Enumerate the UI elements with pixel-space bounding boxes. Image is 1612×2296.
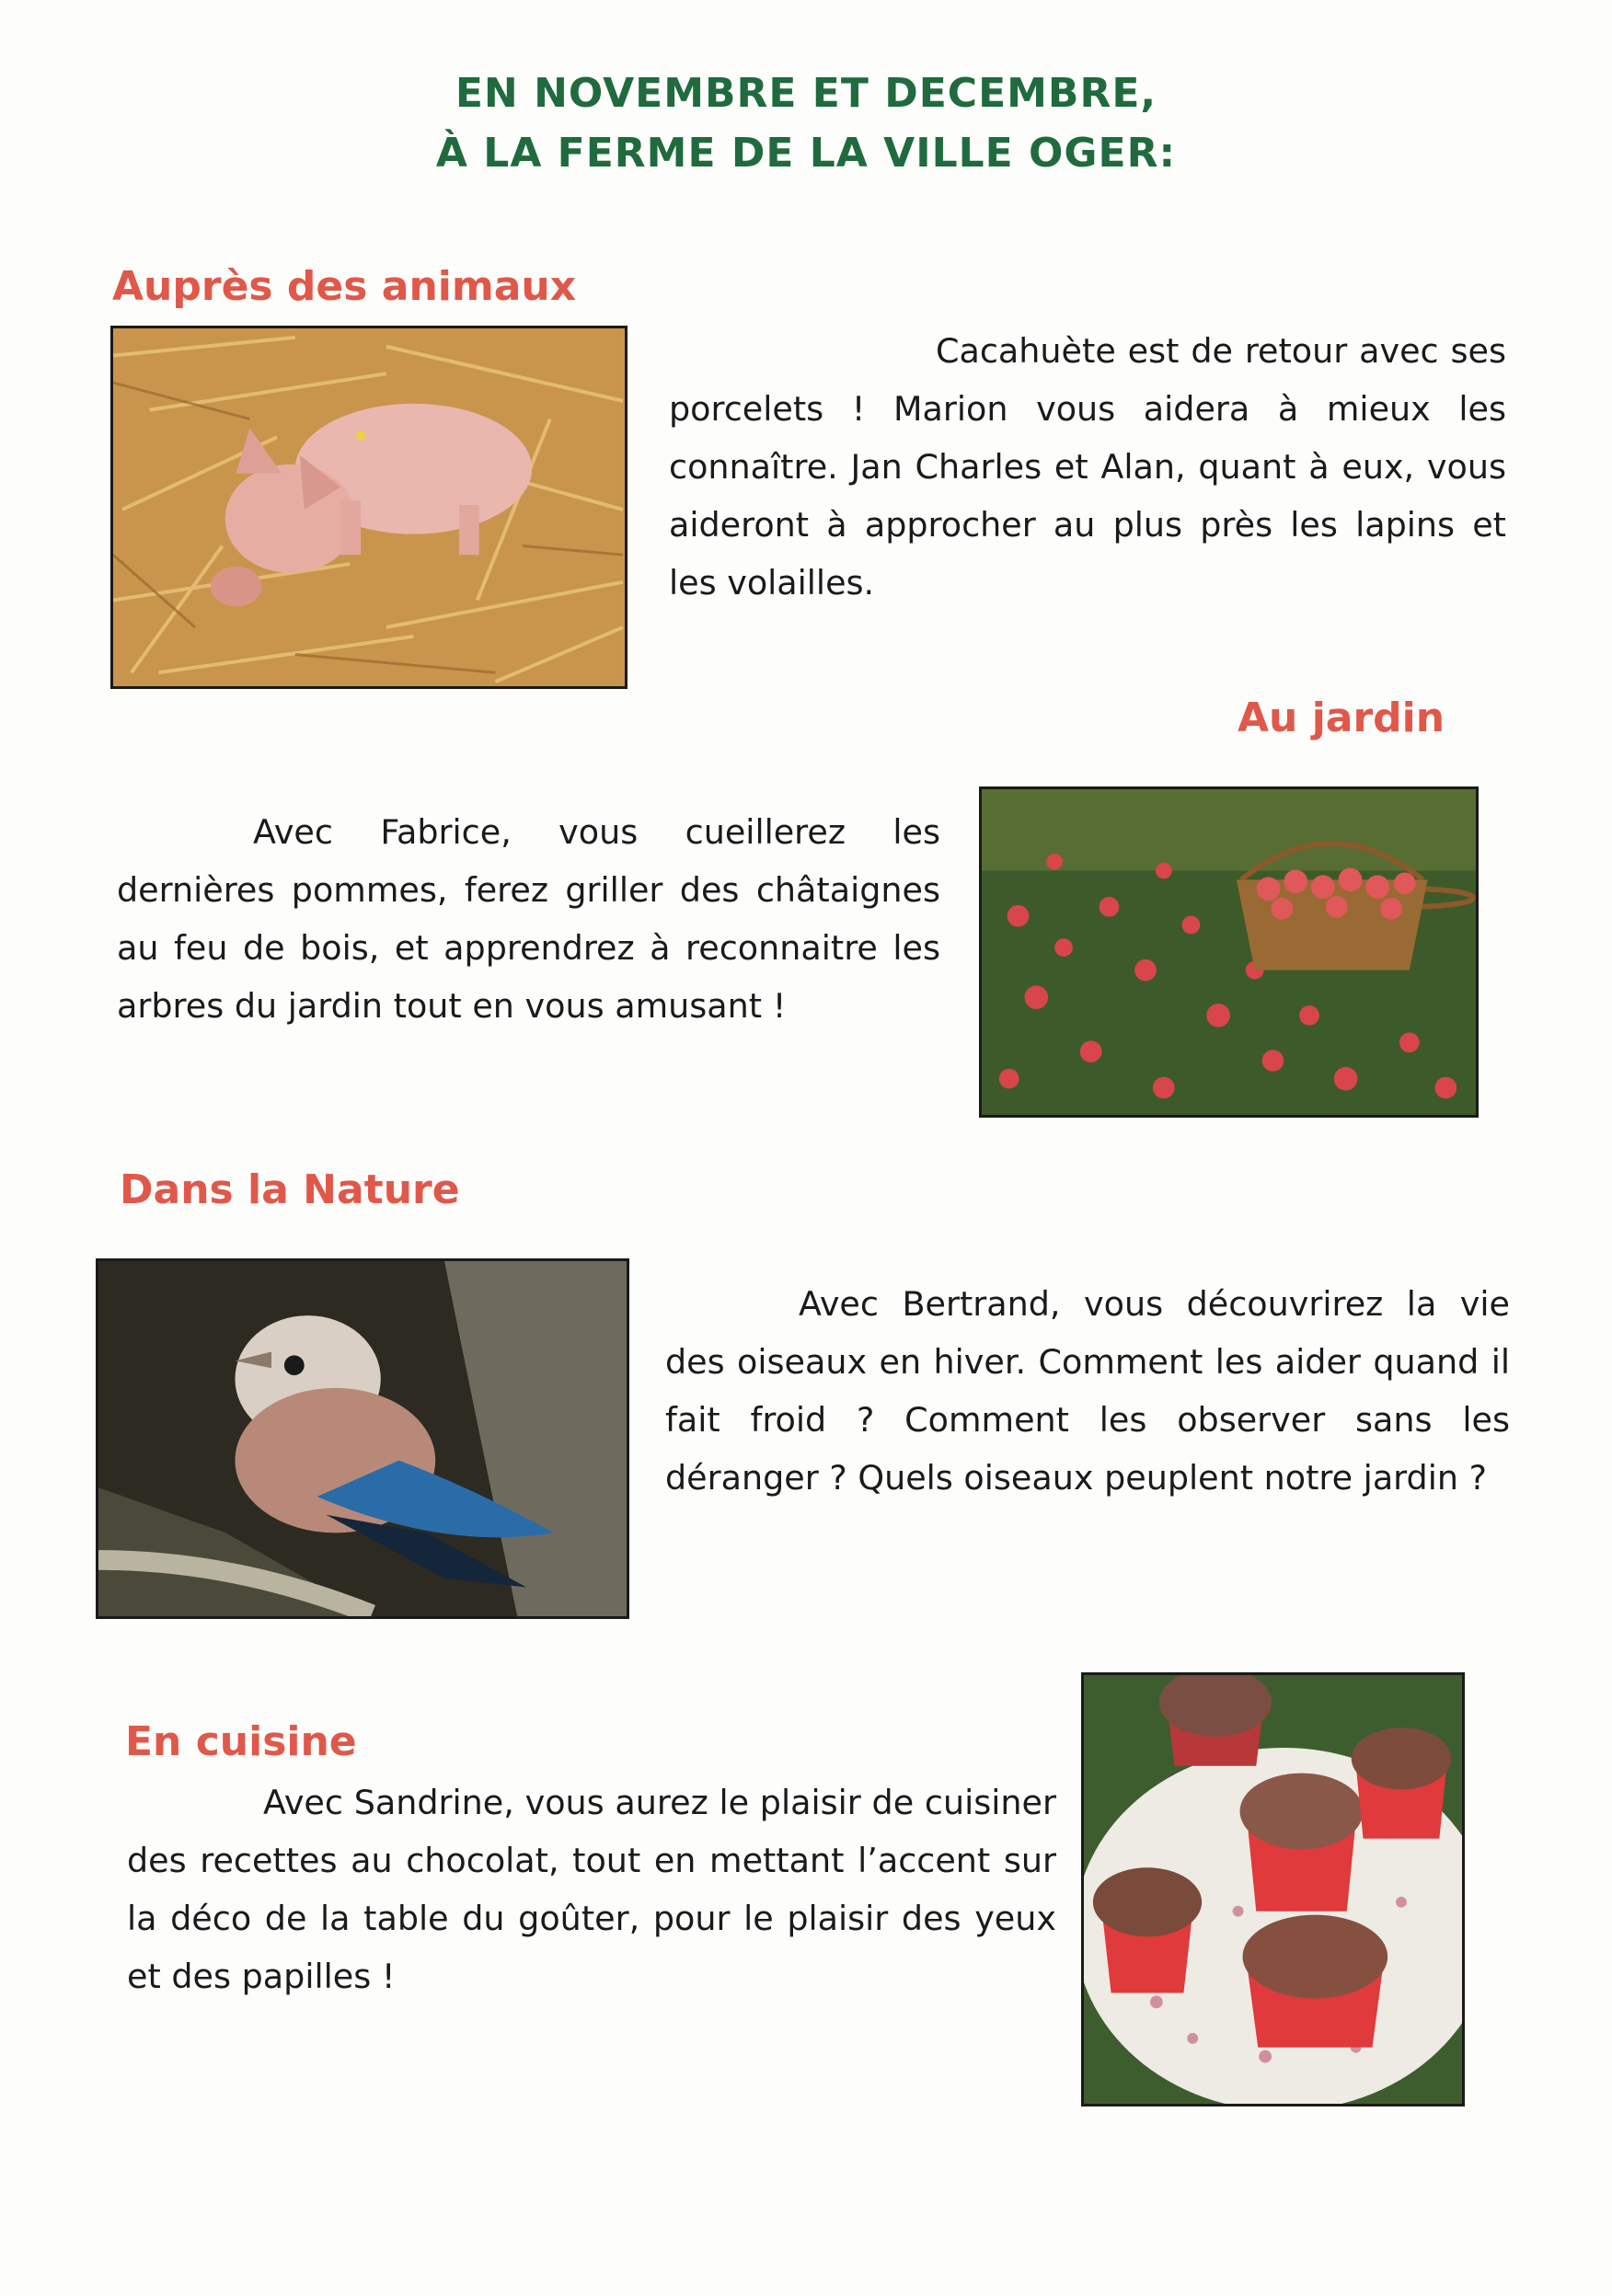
text-animaux-content: Cacahuète est de retour avec ses porcelets ! Marion vous aidera à mieux les connaître. Jan Charles et Alan, quant à eux, vous aideront à approcher au plus près les lapins et les volailles. [669, 331, 1506, 603]
text-cuisine [127, 1774, 1056, 2005]
apples-photo [979, 786, 1479, 1118]
text-jardin [117, 803, 940, 1035]
page-title-line-2: À LA FERME DE LA VILLE OGER: [435, 130, 1177, 177]
text-nature-content: Avec Bertrand, vous découvrirez la vie des oiseaux en hiver. Comment les aider quand il fait froid ? Comment les observer sans les déranger ? Quels oiseaux peuplent notre jardin ? [665, 1284, 1510, 1498]
page-title-line-1: EN NOVEMBRE ET DECEMBRE, [455, 70, 1157, 117]
text-jardin-content: Avec Fabrice, vous cueillerez les dernières pommes, ferez griller des châtaignes au feu de bois, et apprendrez à reconnaitre les arbres du jardin tout en vous amusant ! [117, 812, 940, 1026]
heading-cuisine: En cuisine [125, 1718, 357, 1765]
heading-animaux: Auprès des animaux [112, 263, 577, 310]
heading-nature: Dans la Nature [120, 1166, 460, 1213]
text-animaux [669, 322, 1506, 612]
text-cuisine-content: Avec Sandrine, vous aurez le plaisir de cuisiner des recettes au chocolat, tout en mettant l’accent sur la déco de la table du goûter, pour le plaisir des yeux et des papilles ! [127, 1783, 1056, 1996]
pig-photo [110, 326, 628, 689]
heading-jardin: Au jardin [1238, 695, 1445, 741]
text-nature [665, 1275, 1510, 1507]
cakes-photo [1081, 1672, 1465, 2107]
bird-photo [96, 1258, 629, 1619]
